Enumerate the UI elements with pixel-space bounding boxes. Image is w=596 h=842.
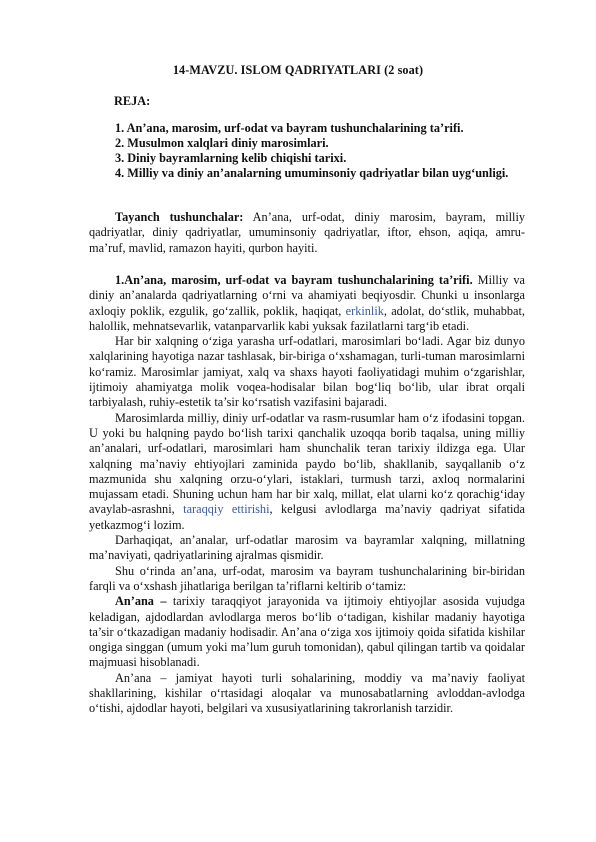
page-title: 14-MAVZU. ISLOM QADRIYATLARI (2 soat) <box>172 63 424 77</box>
paragraph: Darhaqiqat, an’analar, urf-odatlar marosim va bayramlar xalqning, millatning ma’naviyati, qadriyatlarining ajralmas qismidir. <box>89 533 525 563</box>
term-link[interactable]: erkinlik <box>345 303 384 318</box>
paragraph: An’ana – jamiyat hayoti turli sohalarining, moddiy va ma’naviy faoliyat shakllarining, kishilar o‘rtasidagi aloqalar va munosabatlarning avloddan-avlodga o‘tishi, ajdodlar hayoti, belgilari va xususiyatlarining takrorlanish tarzidir. <box>89 670 525 716</box>
main-text <box>89 273 525 717</box>
paragraph: An’ana – tarixiy taraqqiyot jarayonida va ijtimoiy ehtiyojlar asosida vujudga keladigan, ajdodlardan avlodlarga meros bo‘lib o‘tadigan, kishilar madaniy hayotiga ta’sir o‘tkazadigan madaniy hodisadir. An’ana o‘ziga xos ijtimoiy qoida sifatida kishilar ongiga singgan (umum yoki ma’lum guruh tomonidan), qabul qilingan tartib va qoidalar majmuasi hisoblanadi. <box>89 594 525 670</box>
term-bold: An’ana – <box>115 594 167 609</box>
plan-item: 1. An’ana, marosim, urf-odat va bayram tushunchalarining ta’rifi. <box>115 121 464 135</box>
paragraph: Har bir xalqning o‘ziga yarasha urf-odatlari, marosimlari bo‘ladi. Agar biz dunyo xalqlarining hayotiga nazar tashlasak, bir-biriga o‘xshamagan, turli-tuman marosimlarni ko‘ramiz. Marosimlar jamiyat, xalq va shaxs hayoti faoliyatidagi muhim o‘zgarishlar, ijtimoiy ahamiyatga molik voqea-hodisalar bilan bog‘liq bo‘lib, ular ibrat orqali tarbiyalash, ruhiy-estetik ta’sir ko‘rsatish vazifasini bajaradi. <box>89 334 525 410</box>
key-terms-text: An’ana, urf-odat, diniy marosim, bayram, milliy qadriyatlar, diniy qadriyatlar, umuminsoniy qadriyatlar, iftor, ehson, aqiqa, amru-ma’ruf, mavlid, ramazon hayiti, qurbon hayiti. <box>89 210 526 255</box>
plan-item: 4. Milliy va diniy an’analarning umuminsoniy qadriyatlar bilan uyg‘unligi. <box>115 166 509 180</box>
plan-item: 3. Diniy bayramlarning kelib chiqishi tarixi. <box>115 151 347 165</box>
key-terms-label: Tayanch tushunchalar: <box>115 210 244 224</box>
paragraph: Shu o‘rinda an’ana, urf-odat, marosim va bayram tushunchalarining bir-biridan farqli va o‘xshash jihatlariga berilgan ta’riflarni keltirib o‘tamiz: <box>89 563 525 593</box>
section-heading: 1.An’ana, marosim, urf-odat va bayram tushunchalarining ta’rifi. <box>115 273 473 287</box>
plan-item: 2. Musulmon xalqlari diniy marosimlari. <box>115 136 329 150</box>
plan-label: REJA: <box>114 94 151 108</box>
paragraph: 1.An’ana, marosim, urf-odat va bayram tushunchalarining ta’rifi. Milliy va diniy an’analarda qadriyatlarning o‘rni va ahamiyati beqiyosdir. Chunki u insonlarga axloqiy poklik, ezgulik, go‘zallik, poklik, haqiqat, erkinlik, adolat, do‘stlik, muhabbat, halollik, mehnatsevarlik, vatanparvarlik kabi yuksak fazilatlarni targ‘ib etadi. <box>89 273 526 333</box>
plan-list <box>89 121 525 181</box>
term-link[interactable]: taraqqiy ettirishi <box>183 502 270 517</box>
paragraph: Marosimlarda milliy, diniy urf-odatlar va rasm-rusumlar ham o‘z ifodasini topgan. U yoki bu halqning paydo bo‘lish tarixi qanchalik uzoqqa borib taqalsa, uning milliy an’analari, urf-odatlari, marosimlari ham shunchalik teran tarixiy ildizga ega. Ular xalqning ma’naviy ehtiyojlari zaminida paydo bo‘lib, shakllanib, sayqallanib o‘z mazmunida shu xalqning orzu-o‘ylari, istaklari, turmush tarzi, axloq normalarini mujassam etadi. Shuning uchun ham har bir xalq, millat, elat ularni ko‘z qorachig‘iday avaylab-asrashni, taraqqiy ettirishi, kelgusi avlodlarga ma’naviy qadriyat sifatida yetkazmog‘i lozim. <box>89 410 526 532</box>
key-terms <box>89 210 525 256</box>
